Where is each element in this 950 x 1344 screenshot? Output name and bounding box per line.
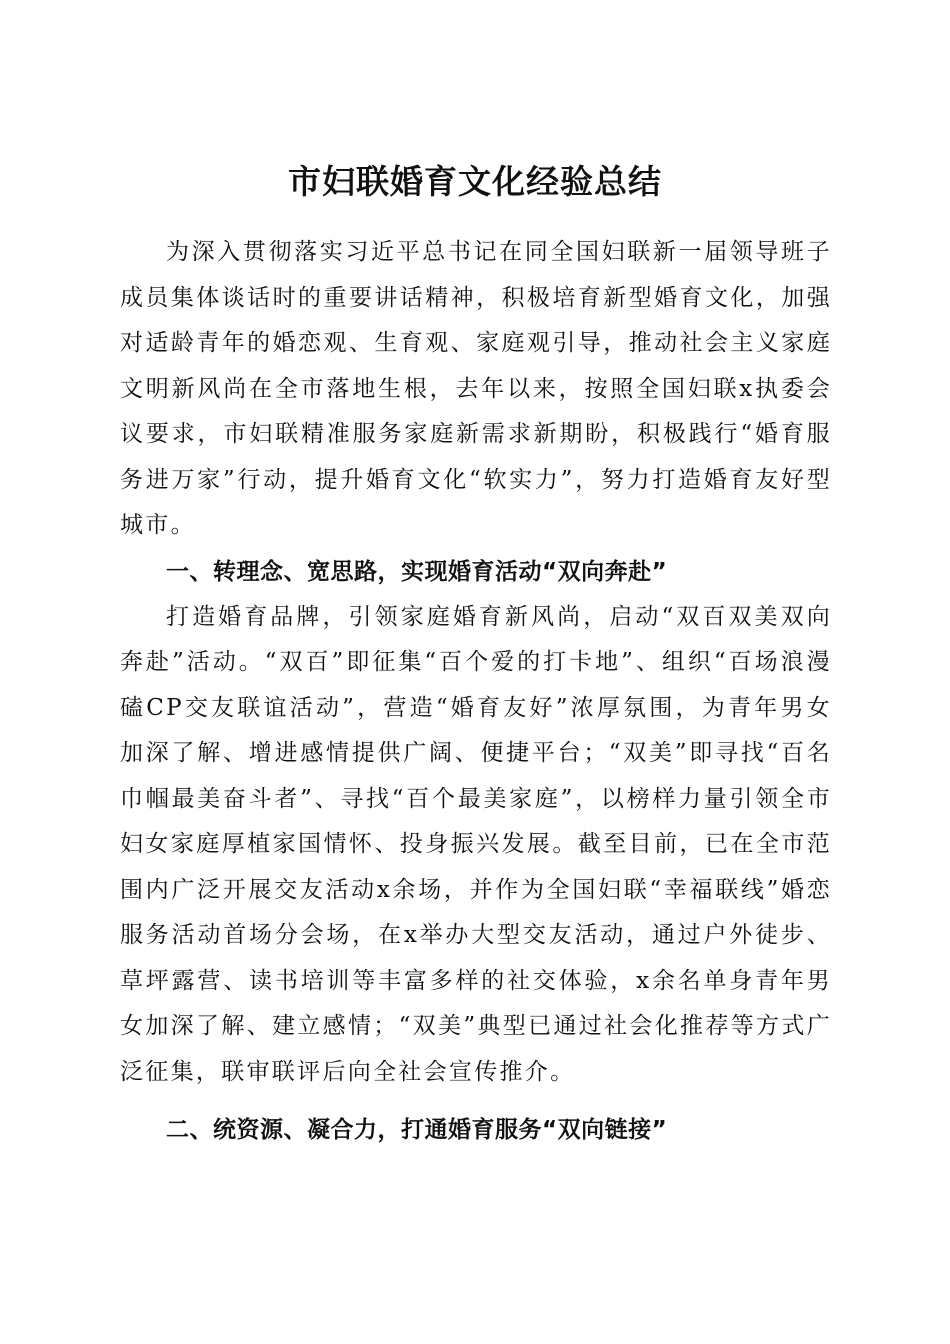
document-title: 市妇联婚育文化经验总结 xyxy=(288,162,662,202)
intro-paragraph: 为深入贯彻落实习近平总书记在同全国妇联新一届领导班子成员集体谈话时的重要讲话精神，积极培育新型婚育文化，加强对适龄青年的婚恋观、生育观、家庭观引导，推动社会主义家庭文明新风尚在全市落地生根，去年以来，按照全国妇联x执委会议要求，市妇联精准服务家庭新需求新期盼，积极践行“婚育服务进万家”行动，提升婚育文化“软实力”，努力打造婚育友好型城市。 xyxy=(120,239,832,538)
section-spacer xyxy=(120,1095,832,1107)
section-1-paragraph: 打造婚育品牌，引领家庭婚育新风尚，启动“双百双美双向奔赴”活动。“双百”即征集“百个爱的打卡地”、组织“百场浪漫磕CP交友联谊活动”，营造“婚育友好”浓厚氛围，为青年男女加深了解、增进感情提供广阔、便捷平台；“双美”即寻找“百名巾帼最美奋斗者”、寻找“百个最美家庭”，以榜样力量引领全市妇女家庭厚植家国情怀、投身振兴发展。截至目前，已在全市范围内广泛开展交友活动x余场，并作为全国妇联“幸福联线”婚恋服务活动首场分会场，在x举办大型交友活动，通过户外徒步、草坪露营、读书培训等丰富多样的社交体验，x余名单身青年男女加深了解、建立感情；“双美”典型已通过社会化推荐等方式广泛征集，联审联评后向全社会宣传推介。 xyxy=(120,603,832,1085)
section-heading-1: 一、转理念、宽思路，实现婚育活动“双向奔赴” xyxy=(166,558,668,585)
section-heading-2: 二、统资源、凝合力，打通婚育服务“双向链接” xyxy=(166,1117,668,1143)
document-body xyxy=(120,230,832,1153)
